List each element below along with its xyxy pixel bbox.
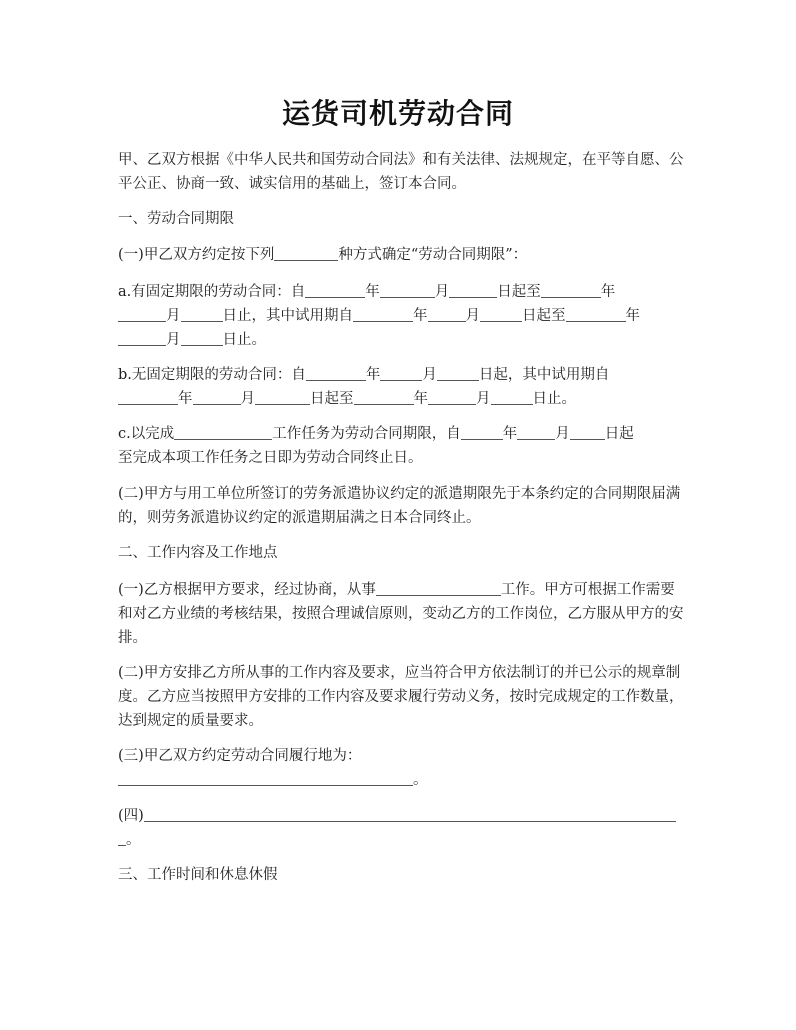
clause-text: 日起至 [522, 308, 566, 324]
clause-text: 年 [365, 284, 380, 300]
fill-blank[interactable] [566, 306, 626, 322]
fill-blank[interactable] [354, 389, 414, 405]
clause-text: 日起，其中试用期自 [478, 367, 610, 383]
clause-text: b.无固定期限的劳动合同：自 [118, 367, 306, 383]
clause-1-a [118, 280, 688, 352]
fill-blank[interactable] [306, 365, 366, 381]
fill-blank[interactable] [144, 806, 676, 822]
clause-text: 日起至 [310, 391, 354, 407]
clause-text: 日止。 [222, 332, 266, 348]
fill-blank[interactable] [428, 306, 466, 322]
clause-text: (一)乙方根据甲方要求，经过协商，从事 [118, 582, 376, 598]
clause-text: 月 [166, 332, 181, 348]
fill-blank[interactable] [437, 365, 479, 381]
clause-text: 日止。 [532, 391, 576, 407]
fill-blank[interactable] [118, 830, 126, 846]
clause-text: 至完成本项工作任务之日即为劳动合同终止日。 [118, 450, 423, 466]
clause-text: 月 [422, 367, 437, 383]
clause-text: 月 [434, 284, 450, 300]
fill-blank[interactable] [181, 330, 223, 346]
clause-2-3 [118, 744, 688, 792]
fill-blank[interactable] [274, 245, 338, 261]
fill-blank[interactable] [174, 424, 272, 440]
clause-text: 年 [502, 426, 518, 442]
clause-text: 年 [625, 308, 640, 324]
clause-2-4 [118, 804, 688, 852]
clause-text: (一)甲乙双方约定按下列 [118, 247, 275, 263]
fill-blank[interactable] [517, 424, 555, 440]
clause-1-2: (二)甲方与用工单位所签订的劳务派遣协议约定的派遣期限先于本条约定的合同期限届满的，则劳务派遣协议约定的派遣期届满之日本合同终止。 [118, 486, 681, 526]
fill-blank[interactable] [428, 389, 476, 405]
fill-blank[interactable] [193, 389, 241, 405]
section-3-heading: 三、工作时间和休息休假 [118, 867, 278, 883]
clause-text: a.有固定期限的劳动合同：自 [118, 284, 306, 300]
clause-text: c.以完成 [118, 426, 175, 442]
clause-text: (四) [118, 808, 144, 824]
section-1-heading: 一、劳动合同期限 [118, 211, 234, 227]
fill-blank[interactable] [570, 424, 605, 440]
clause-1-b [118, 363, 688, 411]
section-2-heading: 二、工作内容及工作地点 [118, 545, 278, 561]
clause-text: 年 [600, 284, 616, 300]
clause-text: 日起至 [497, 284, 541, 300]
fill-blank[interactable] [480, 306, 522, 322]
fill-blank[interactable] [541, 282, 601, 298]
document-title: 运货司机劳动合同 [281, 97, 514, 130]
clause-text: 种方式确定“劳动合同期限”： [338, 247, 528, 263]
clause-text: 日止，其中试用期自 [222, 308, 353, 324]
fill-blank[interactable] [255, 389, 310, 405]
clause-2-2: (二)甲方安排乙方所从事的工作内容及要求，应当符合甲方依法制订的并已公示的规章制度。乙方应当按照甲方安排的工作内容及要求履行劳动义务，按时完成规定的工作数量，达到规定的质量要求。 [118, 665, 684, 729]
fill-blank[interactable] [118, 330, 166, 346]
fill-blank[interactable] [449, 282, 497, 298]
clause-1-c [118, 422, 688, 470]
clause-text: 月 [476, 391, 491, 407]
clause-text: 年 [413, 308, 428, 324]
clause-text: 。 [126, 832, 141, 848]
fill-blank[interactable] [181, 306, 223, 322]
fill-blank[interactable] [380, 365, 422, 381]
fill-blank[interactable] [353, 306, 413, 322]
fill-blank[interactable] [305, 282, 365, 298]
fill-blank[interactable] [118, 389, 178, 405]
clause-text: 。 [413, 772, 428, 788]
clause-text: 工作。甲方可根据工作需要和对乙方业绩的考核结果，按照合理诚信原则，变动乙方的工作岗位，乙方服从甲方的安排。 [118, 582, 684, 646]
fill-blank[interactable] [118, 770, 413, 786]
clause-text: 工作任务为劳动合同期限，自 [272, 426, 461, 442]
fill-blank[interactable] [380, 282, 435, 298]
clause-text: 日起 [604, 426, 634, 442]
clause-text: 月 [166, 308, 181, 324]
fill-blank[interactable] [491, 389, 533, 405]
clause-text: 月 [555, 426, 570, 442]
intro-paragraph: 甲、乙双方根据《中华人民共和国劳动合同法》和有关法律、法规规定，在平等自愿、公平公正、协商一致、诚实信用的基础上，签订本合同。 [118, 152, 684, 192]
clause-2-1 [118, 578, 688, 650]
fill-blank[interactable] [118, 306, 166, 322]
clause-text: (三)甲乙双方约定劳动合同履行地为： [118, 748, 362, 764]
clause-text: 月 [240, 391, 255, 407]
fill-blank[interactable] [461, 424, 503, 440]
clause-text: 月 [465, 308, 480, 324]
clause-1-1 [118, 243, 688, 267]
clause-text: 年 [365, 367, 381, 383]
clause-text: 年 [413, 391, 428, 407]
fill-blank[interactable] [376, 580, 501, 596]
clause-text: 年 [178, 391, 193, 407]
